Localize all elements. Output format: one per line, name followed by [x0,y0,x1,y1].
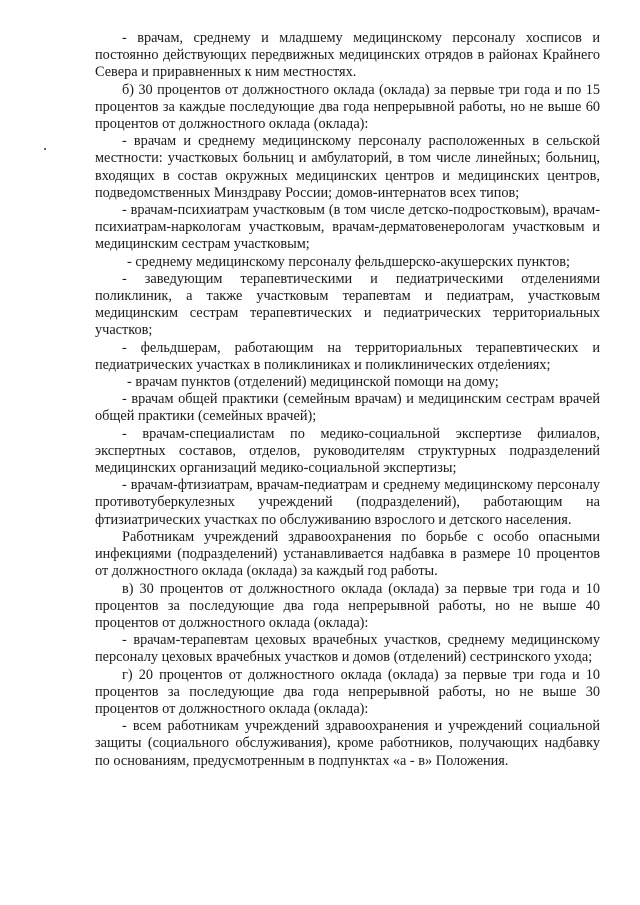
paragraph-item-v: в) 30 процентов от должностного оклада (оклада) за первые три года и 10 процентов за последующие два года непрерывной работы, но не выше 40 процентов от должностного оклада (оклада): [95,580,600,631]
document-body [95,30,600,770]
paragraph-feldsher-points: - среднему медицинскому персоналу фельдшерско-акушерских пунктов; [127,253,571,270]
paragraph-department-heads: - заведующим терапевтическими и педиатрическими отделениями поликлиник, а также участковым терапевтам и педиатрам, участковым медицинским сестрам терапевтических и педиатрических территориальных участков; [95,270,600,339]
paragraph-feldshers: - фельдшерам, работающим на территориальных терапевтических и педиатрических участках в поликлиниках и поликлинических отделениях; [95,339,600,373]
paragraph-rural-staff: - врачам и среднему медицинскому персоналу расположенных в сельской местности: участковых больниц и амбулаторий, в том числе линейных; больниц, входящих в состав окружных медицинских центров и медицинских центров, подведомственных Минздраву России; домов-интернатов всех типов; [95,133,600,201]
paragraph-psychiatrists: - врачам-психиатрам участковым (в том числе детско-подростковым), врачам-психиатрам-наркологам участковым, врачам-дерматовенерологам участковым и медицинским сестрам участковым; [95,202,600,253]
scan-mark [44,148,46,150]
paragraph-general-practice: - врачам общей практики (семейным врачам) и медицинским сестрам врачей общей практики (семейных врачей); [95,391,600,425]
paragraph-hospices: - врачам, среднему и младшему медицинскому персоналу хосписов и постоянно действующих передвижных медицинских отрядов в районах Крайнего Севера и приравненных к ним местностях. [95,30,600,81]
paragraph-infections: Работникам учреждений здравоохранения по борьбе с особо опасными инфекциями (подразделений) устанавливается надбавка в размере 10 процентов от должностного оклада (оклада) за каждый год работы. [95,528,600,580]
paragraph-home-care: - врачам пунктов (отделений) медицинской помощи на дому; [127,374,499,391]
paragraph-workshop-doctors: - врачам-терапевтам цеховых врачебных участков, среднему медицинскому персоналу цеховых врачебных участков и домов (отделений) сестринского ухода; [95,632,600,666]
paragraph-all-workers: - всем работникам учреждений здравоохранения и учреждений социальной защиты (социального обслуживания), кроме работников, получающих надбавку по основаниям, предусмотренным в подпунктах «а - в» Положения. [95,718,600,769]
paragraph-tuberculosis: - врачам-фтизиатрам, врачам-педиатрам и среднему медицинскому персоналу противотуберкулезных учреждений (подразделений), работающим на фтизиатрических участках по обслуживанию взрослого и детского населения. [95,477,600,528]
paragraph-expertise: - врачам-специалистам по медико-социальной экспертизе филиалов, экспертных составов, отделов, руководителям структурных подразделений медицинских организаций медико-социальной экспертизы; [95,425,600,477]
paragraph-item-g: г) 20 процентов от должностного оклада (оклада) за первые три года и 10 процентов за последующие два года непрерывной работы, но не выше 30 процентов от должностного оклада (оклада): [95,666,600,717]
paragraph-item-b: б) 30 процентов от должностного оклада (оклада) за первые три года и по 15 процентов за каждые последующие два года непрерывной работы, но не выше 60 процентов от должностного оклада (оклада): [95,81,600,133]
